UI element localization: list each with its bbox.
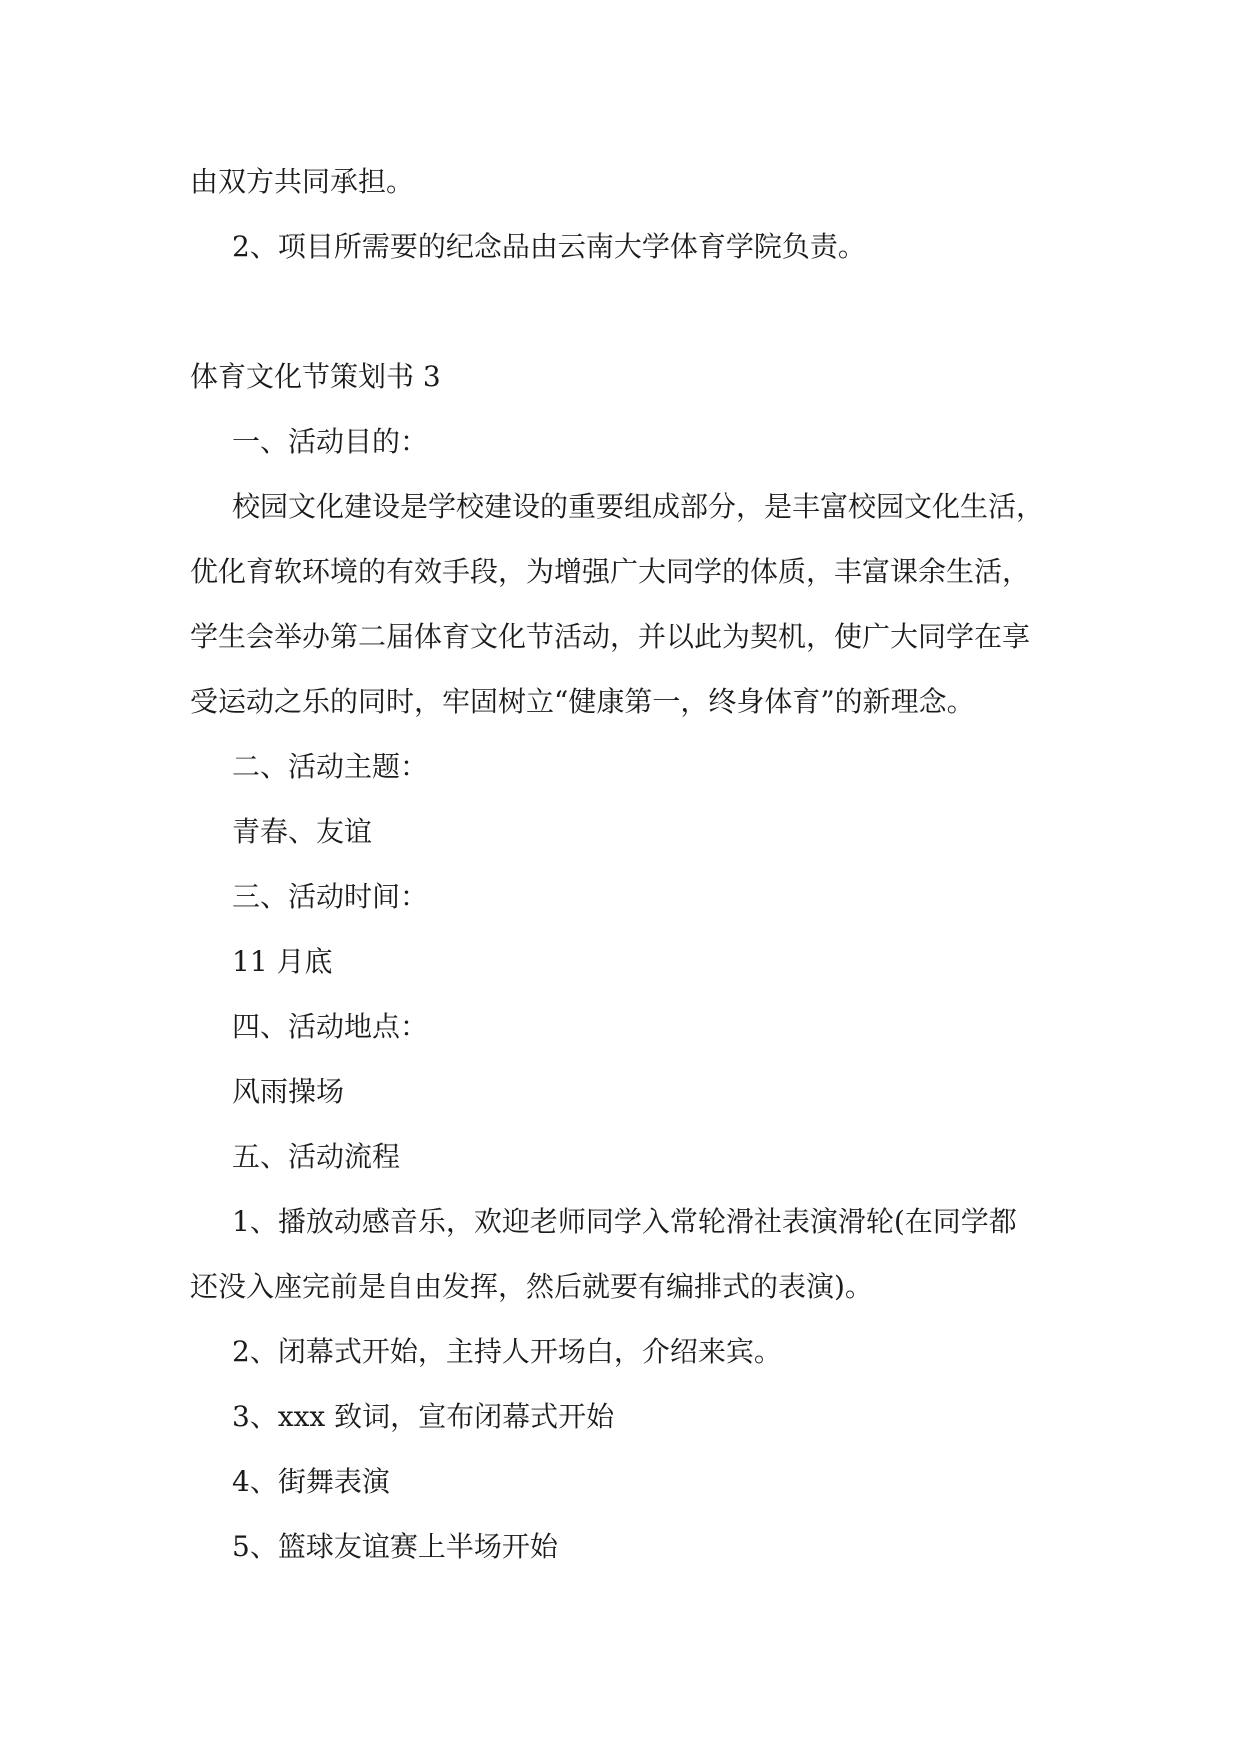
list-item-memento: 2、项目所需要的纪念品由云南大学体育学院负责。 [232, 230, 866, 263]
paragraph-line: 由双方共同承担。 [190, 165, 415, 198]
heading-theme: 二、活动主题： [232, 750, 429, 783]
paragraph-line: 学生会举办第二届体育文化节活动，并以此为契机，使广大同学在享 [190, 620, 1031, 653]
list-item: 3、xxx 致词，宣布闭幕式开始 [232, 1400, 615, 1433]
list-item: 1、播放动感音乐，欢迎老师同学入常轮滑社表演滑轮(在同学都 [232, 1205, 1017, 1238]
theme-value: 青春、友谊 [232, 815, 373, 848]
list-item-continuation: 还没入座完前是自由发挥，然后就要有编排式的表演)。 [190, 1270, 873, 1303]
list-item: 5、篮球友谊赛上半场开始 [232, 1530, 558, 1563]
heading-location: 四、活动地点： [232, 1010, 429, 1043]
location-value: 风雨操场 [232, 1075, 345, 1108]
heading-time: 三、活动时间： [232, 880, 429, 913]
section-title: 体育文化节策划书 3 [190, 360, 441, 393]
paragraph-line: 校园文化建设是学校建设的重要组成部分，是丰富校园文化生活， [232, 490, 1045, 523]
heading-purpose: 一、活动目的： [232, 425, 429, 458]
paragraph-line: 受运动之乐的同时，牢固树立“健康第一，终身体育”的新理念。 [190, 685, 975, 718]
heading-process: 五、活动流程 [232, 1140, 401, 1173]
list-item: 2、闭幕式开始，主持人开场白，介绍来宾。 [232, 1335, 782, 1368]
list-item: 4、街舞表演 [232, 1465, 390, 1498]
time-value: 11 月底 [232, 945, 333, 978]
paragraph-line: 优化育软环境的有效手段，为增强广大同学的体质，丰富课余生活， [190, 555, 1031, 588]
